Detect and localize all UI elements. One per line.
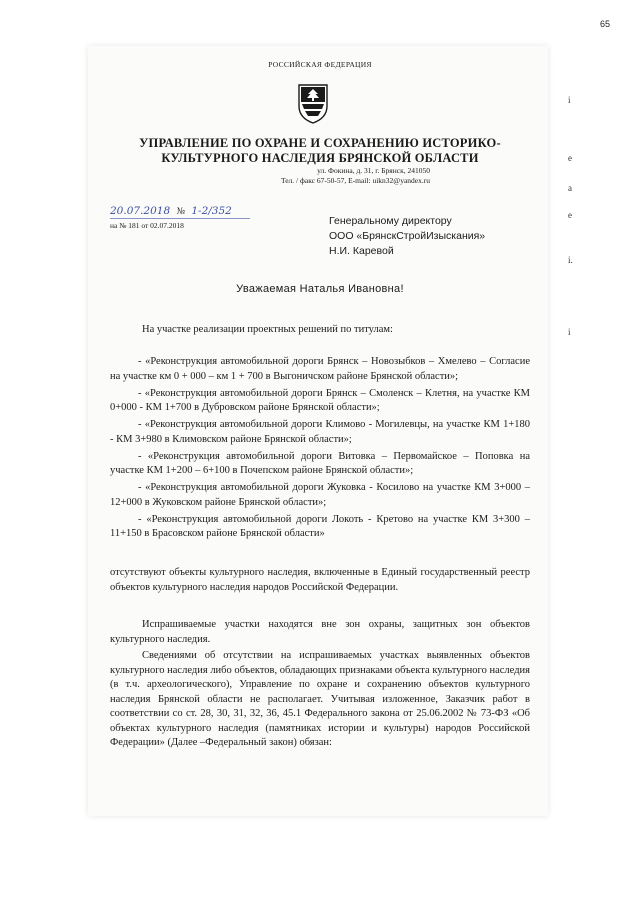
phone-email: Тел. / факс 67-50-57, E-mail: uikn32@yandex.ru: [280, 176, 430, 185]
org-title-line: УПРАВЛЕНИЕ ПО ОХРАНЕ И СОХРАНЕНИЮ ИСТОРИКО-: [139, 136, 501, 150]
edge-mark: і: [568, 327, 571, 337]
intro-paragraph: На участке реализации проектных решений по титулам:: [142, 324, 393, 335]
number-sign: №: [176, 207, 185, 217]
organization-title: [100, 136, 540, 166]
salutation: Уважаемая Наталья Ивановна!: [236, 283, 404, 295]
recipient-position: Генеральному директору: [329, 215, 452, 227]
federation-header: РОССИЙСКАЯ ФЕДЕРАЦИЯ: [268, 60, 372, 69]
edge-mark: і: [568, 95, 571, 105]
outgoing-number: 1-2/352: [191, 205, 232, 217]
page-number: 65: [599, 19, 610, 29]
incoming-reference: на № 181 от 02.07.2018: [110, 221, 184, 230]
project-item: - «Реконструкция автомобильной дороги Жуковка - Косилово на участке КМ 3+000 –12+000 в Жуковском районе Брянской области»;: [110, 482, 530, 508]
recipient-name: Н.И. Каревой: [329, 245, 394, 257]
project-item: - «Реконструкция автомобильной дороги Брянск – Новозыбков – Хмелево – Согласие на участке км 0 + 000 – км 1 + 700 в Выгоничском районе Брянской области»;: [110, 356, 530, 382]
project-item: - «Реконструкция автомобильной дороги Климово - Могилевцы, на участке КМ 1+180 - КМ 3+980 в Климовском районе Брянской области»;: [110, 419, 530, 445]
project-list: [110, 355, 530, 544]
postal-address: ул. Фокина, д. 31, г. Брянск, 241050: [317, 166, 430, 175]
project-item: - «Реконструкция автомобильной дороги Витовка – Первомайское – Поповка на участке КМ 1+200 – 6+100 в Почепском районе Брянской области»;: [110, 450, 530, 476]
outgoing-registration: [110, 205, 232, 230]
outgoing-date: 20.07.2018: [110, 205, 171, 217]
body-paragraph: отсутствуют объекты культурного наследия, включенные в Единый государственный реестр объектов культурного наследия народов Российской Федерации.: [110, 567, 530, 593]
project-item: - «Реконструкция автомобильной дороги Брянск – Смоленск – Клетня, на участке КМ 0+000 - КМ 1+700 в Дубровском районе Брянской области»;: [110, 387, 530, 413]
project-item: - «Реконструкция автомобильной дороги Локоть - Кретово на участке КМ 3+300 –11+150 в Брасовском районе Брянской области»: [110, 513, 530, 539]
date-underline: [110, 218, 250, 219]
handwritten-date-number: [110, 205, 232, 217]
edge-mark: а: [568, 183, 572, 193]
recipient-block: [329, 214, 485, 259]
body-paragraph: Испрашиваемые участки находятся вне зон охраны, защитных зон объектов культурного наследия.: [110, 619, 530, 645]
edge-mark: е: [568, 153, 572, 163]
organization-contacts: [240, 166, 430, 186]
edge-mark: і.: [568, 255, 573, 265]
bryansk-coat-of-arms-icon: [296, 82, 330, 124]
body-paragraph: Сведениями об отсутствии на испрашиваемых участках выявленных объектов культурного наследия либо объектов, обладающих признаками объекта культурного наследия (в т.ч. археологического), Управление по охране и сохранению объектов культурного наследия Брянской области не располагает. Учитывая изложенное, Заказчик работ в соответствии со ст. 28, 30, 31, 32, 36, 45.1 Федерального закона от 25.06.2002 № 73-ФЗ «Об объектах культурного наследия (памятниках истории и культуры) народов Российской Федерации» (Далее –Федеральный закон) обязан:: [110, 650, 530, 748]
recipient-company: ООО «БрянскСтройИзыскания»: [329, 230, 486, 242]
edge-mark: е: [568, 210, 572, 220]
org-title-line: КУЛЬТУРНОГО НАСЛЕДИЯ БРЯНСКОЙ ОБЛАСТИ: [161, 151, 479, 165]
